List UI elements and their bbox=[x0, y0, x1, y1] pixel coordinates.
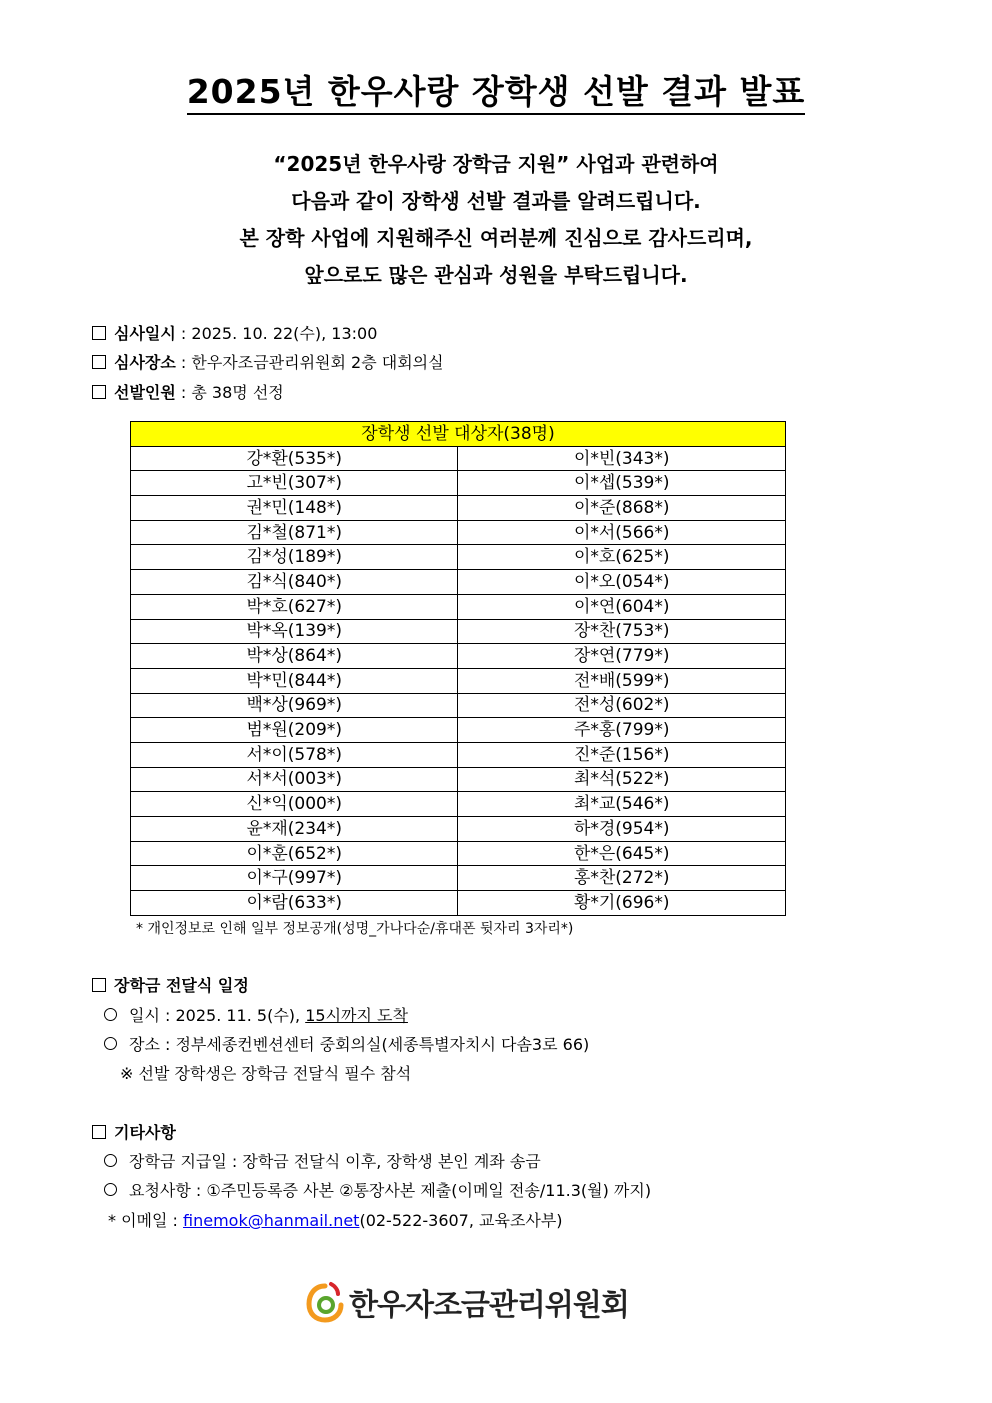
student-cell: 백*상(969*) bbox=[131, 693, 458, 718]
etc-heading: 기타사항 bbox=[92, 1120, 176, 1143]
checkbox-square-icon bbox=[92, 355, 106, 369]
student-cell: 신*익(000*) bbox=[131, 792, 458, 817]
arrival-time: 15시까지 도착 bbox=[305, 1006, 408, 1025]
table-row bbox=[131, 496, 786, 521]
student-cell: 한*은(645*) bbox=[458, 841, 786, 866]
circle-bullet-icon bbox=[104, 1154, 117, 1167]
etc-payment: 장학금 지급일 : 장학금 전달식 이후, 장학생 본인 계좌 송금 bbox=[104, 1149, 541, 1172]
email-link[interactable]: finemok@hanmail.net bbox=[183, 1211, 360, 1230]
student-cell: 최*석(522*) bbox=[458, 767, 786, 792]
checkbox-square-icon bbox=[92, 1125, 106, 1139]
ceremony-remark: ※ 선발 장학생은 장학금 전달식 필수 참석 bbox=[120, 1064, 412, 1083]
ceremony-place: 장소 : 정부세종컨벤션센터 중회의실(세종특별자치시 다솜3로 66) bbox=[104, 1032, 589, 1055]
table-row bbox=[131, 446, 786, 471]
ceremony-date: 일시 : 2025. 11. 5(수), 15시까지 도착 bbox=[104, 1003, 408, 1026]
table-row bbox=[131, 841, 786, 866]
table-row bbox=[131, 619, 786, 644]
table-row bbox=[131, 644, 786, 669]
student-cell: 김*식(840*) bbox=[131, 570, 458, 595]
table-row bbox=[131, 668, 786, 693]
student-cell: 박*옥(139*) bbox=[131, 619, 458, 644]
intro-line: 앞으로도 많은 관심과 성원을 부탁드립니다. bbox=[304, 263, 688, 287]
table-row bbox=[131, 570, 786, 595]
student-cell: 주*홍(799*) bbox=[458, 718, 786, 743]
table-row bbox=[131, 742, 786, 767]
organization-logo bbox=[305, 1280, 629, 1324]
student-cell: 서*이(578*) bbox=[131, 742, 458, 767]
etc-request: 요청사항 : ①주민등록증 사본 ②통장사본 제출(이메일 전송/11.3(월) 까지) bbox=[104, 1178, 651, 1201]
checkbox-square-icon bbox=[92, 385, 106, 399]
checkbox-square-icon bbox=[92, 978, 106, 992]
student-cell: 이*셉(539*) bbox=[458, 471, 786, 496]
student-cell: 홍*찬(272*) bbox=[458, 866, 786, 891]
student-cell: 하*경(954*) bbox=[458, 817, 786, 842]
student-cell: 전*성(602*) bbox=[458, 693, 786, 718]
organization-name: 한우자조금관리위원회 bbox=[349, 1288, 629, 1323]
student-cell: 장*연(779*) bbox=[458, 644, 786, 669]
table-row bbox=[131, 718, 786, 743]
table-row bbox=[131, 891, 786, 916]
student-cell: 이*빈(343*) bbox=[458, 446, 786, 471]
student-cell: 이*서(566*) bbox=[458, 520, 786, 545]
intro-text bbox=[0, 146, 992, 294]
student-cell: 황*기(696*) bbox=[458, 891, 786, 916]
table-row bbox=[131, 545, 786, 570]
student-cell: 박*상(864*) bbox=[131, 644, 458, 669]
student-cell: 장*찬(753*) bbox=[458, 619, 786, 644]
etc-email: * 이메일 : finemok@hanmail.net(02-522-3607, 교육조사부) bbox=[108, 1211, 563, 1230]
student-cell: 이*호(625*) bbox=[458, 545, 786, 570]
info-review-place: 심사장소 : 한우자조금관리위원회 2층 대회의실 bbox=[92, 353, 444, 373]
table-row bbox=[131, 594, 786, 619]
info-selection-count: 선발인원 : 총 38명 선정 bbox=[92, 383, 284, 403]
student-cell: 이*준(868*) bbox=[458, 496, 786, 521]
student-cell: 김*철(871*) bbox=[131, 520, 458, 545]
table-row bbox=[131, 520, 786, 545]
student-cell: 이*구(997*) bbox=[131, 866, 458, 891]
intro-line: 다음과 같이 장학생 선발 결과를 알려드립니다. bbox=[291, 189, 701, 213]
hanwoo-logo-icon bbox=[305, 1280, 345, 1324]
student-cell: 이*오(054*) bbox=[458, 570, 786, 595]
table-header: 장학생 선발 대상자(38명) bbox=[131, 422, 786, 447]
circle-bullet-icon bbox=[104, 1183, 117, 1196]
checkbox-square-icon bbox=[92, 326, 106, 340]
student-cell: 최*교(546*) bbox=[458, 792, 786, 817]
student-cell: 이*훈(652*) bbox=[131, 841, 458, 866]
privacy-note: * 개인정보로 인해 일부 정보공개(성명_가나다순/휴대폰 뒷자리 3자리*) bbox=[136, 921, 574, 937]
student-cell: 박*호(627*) bbox=[131, 594, 458, 619]
page-title: 2025년 한우사랑 장학생 선발 결과 발표 bbox=[0, 66, 992, 113]
student-cell: 권*민(148*) bbox=[131, 496, 458, 521]
student-cell: 김*성(189*) bbox=[131, 545, 458, 570]
student-cell: 이*람(633*) bbox=[131, 891, 458, 916]
student-cell: 이*연(604*) bbox=[458, 594, 786, 619]
student-cell: 서*서(003*) bbox=[131, 767, 458, 792]
table-row bbox=[131, 866, 786, 891]
student-cell: 윤*재(234*) bbox=[131, 817, 458, 842]
table-row bbox=[131, 471, 786, 496]
circle-bullet-icon bbox=[104, 1037, 117, 1050]
table-row bbox=[131, 817, 786, 842]
circle-bullet-icon bbox=[104, 1008, 117, 1021]
intro-line: 본 장학 사업에 지원해주신 여러분께 진심으로 감사드리며, bbox=[239, 226, 753, 250]
student-cell: 고*빈(307*) bbox=[131, 471, 458, 496]
ceremony-heading: 장학금 전달식 일정 bbox=[92, 973, 249, 996]
student-cell: 박*민(844*) bbox=[131, 668, 458, 693]
info-review-date: 심사일시 : 2025. 10. 22(수), 13:00 bbox=[92, 324, 377, 344]
student-cell: 범*원(209*) bbox=[131, 718, 458, 743]
table-row bbox=[131, 767, 786, 792]
student-cell: 전*배(599*) bbox=[458, 668, 786, 693]
selected-students-table bbox=[130, 421, 786, 916]
student-cell: 진*준(156*) bbox=[458, 742, 786, 767]
intro-line: “2025년 한우사랑 장학금 지원” 사업과 관련하여 bbox=[273, 152, 719, 176]
table-row bbox=[131, 792, 786, 817]
table-row bbox=[131, 693, 786, 718]
student-cell: 강*환(535*) bbox=[131, 446, 458, 471]
